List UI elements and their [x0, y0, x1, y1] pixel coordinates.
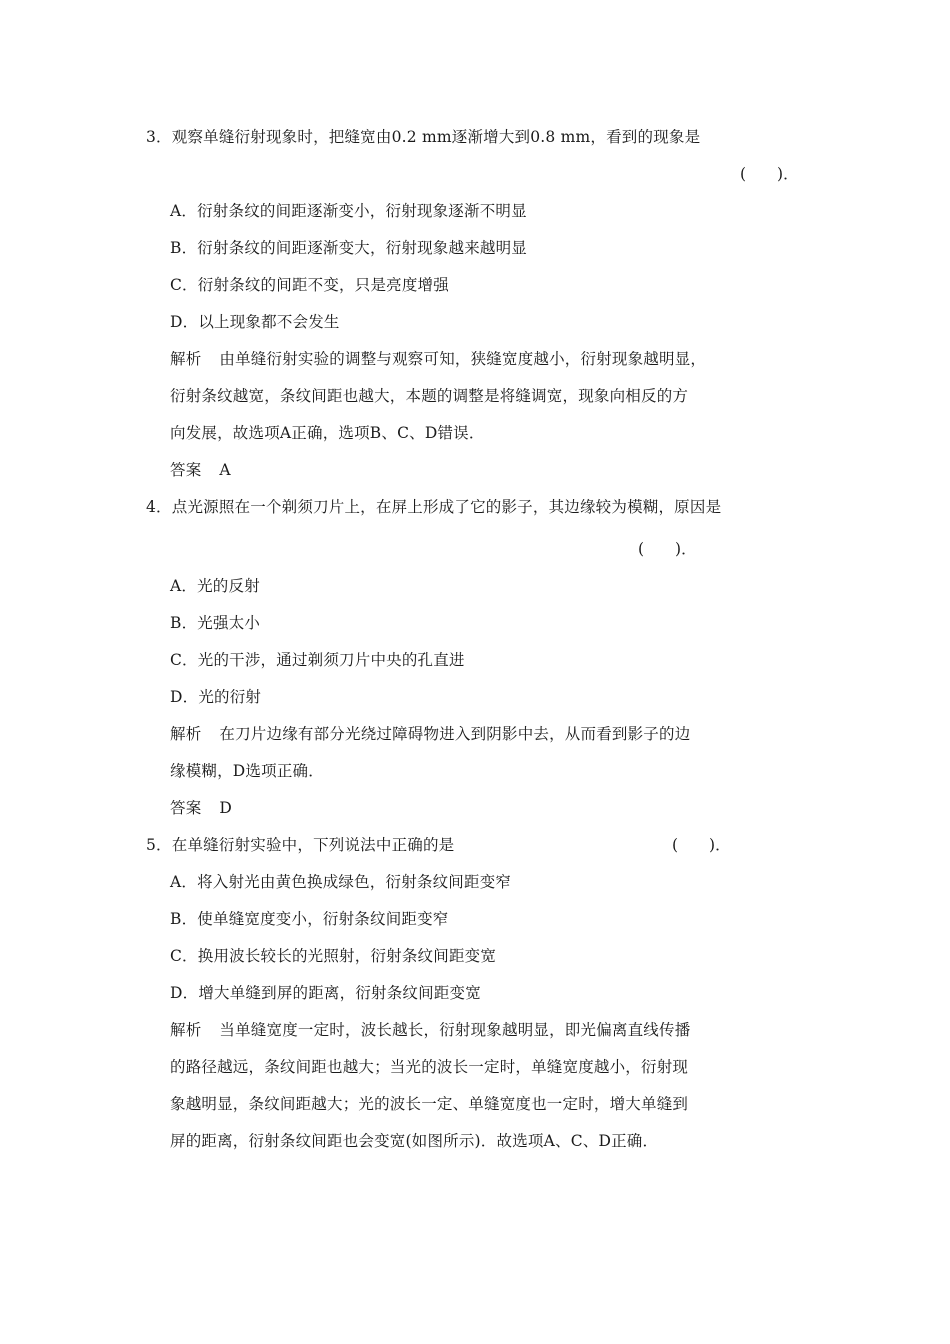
- question-4-analysis-line-2: 缘模糊，D选项正确．: [170, 762, 324, 780]
- question-4-option-a: A．光的反射: [170, 577, 260, 595]
- question-3-option-b: B．衍射条纹的间距逐渐变大，衍射现象越来越明显: [170, 239, 527, 257]
- question-4-number: 4．: [146, 498, 172, 516]
- question-3-option-d: D．以上现象都不会发生: [170, 313, 340, 331]
- question-3-analysis-line-3: 向发展，故选项A正确，选项B、C、D错误．: [170, 424, 485, 442]
- question-3-stem: 观察单缝衍射现象时，把缝宽由0.2 mm逐渐增大到0.8 mm，看到的现象是: [171, 128, 701, 146]
- question-4-stem-line: [146, 497, 721, 517]
- question-5-stem: 在单缝衍射实验中，下列说法中正确的是: [171, 836, 455, 854]
- question-3-analysis-label: 解析: [170, 350, 202, 368]
- question-5-analysis-line-1: [170, 1020, 690, 1040]
- question-3-answer-blank: ( )．: [740, 165, 799, 183]
- question-3-analysis-line-2: 衍射条纹越宽，条纹间距也越大，本题的调整是将缝调宽，现象向相反的方: [170, 387, 689, 405]
- question-5-analysis-text-1: 当单缝宽度一定时，波长越长，衍射现象越明显，即光偏离直线传播: [219, 1021, 691, 1039]
- question-5-number: 5．: [146, 836, 172, 854]
- question-4-answer-line: [170, 798, 232, 818]
- question-5-analysis-line-2: 的路径越远，条纹间距也越大；当光的波长一定时，单缝宽度越小，衍射现: [170, 1058, 689, 1076]
- question-3-stem-line: [146, 127, 700, 147]
- question-5-stem-line: [146, 835, 454, 855]
- question-4-analysis-text-1: 在刀片边缘有部分光绕过障碍物进入到阴影中去，从而看到影子的边: [219, 725, 691, 743]
- question-5-analysis-line-4: 屏的距离，衍射条纹间距也会变宽(如图所示)．故选项A、C、D正确．: [170, 1132, 659, 1150]
- question-3-analysis-line-1: [170, 349, 706, 369]
- question-5-answer-blank: ( )．: [672, 836, 731, 854]
- question-4-option-d: D．光的衍射: [170, 688, 262, 706]
- question-5-option-a: A．将入射光由黄色换成绿色，衍射条纹间距变窄: [170, 873, 512, 891]
- question-5-analysis-label: 解析: [170, 1021, 202, 1039]
- question-5-option-b: B．使单缝宽度变小，衍射条纹间距变窄: [170, 910, 449, 928]
- question-4-answer: D: [219, 799, 233, 817]
- question-3-answer-line: [170, 460, 231, 480]
- question-5-option-d: D．增大单缝到屏的距离，衍射条纹间距变宽: [170, 984, 481, 1002]
- question-3-option-a: A．衍射条纹的间距逐渐变小，衍射现象逐渐不明显: [170, 202, 527, 220]
- question-3-answer: A: [219, 461, 231, 479]
- question-5-analysis-line-3: 象越明显，条纹间距越大；光的波长一定、单缝宽度也一定时，增大单缝到: [170, 1095, 689, 1113]
- question-4-option-b: B．光强太小: [170, 614, 261, 632]
- question-4-stem: 点光源照在一个剃须刀片上，在屏上形成了它的影子，其边缘较为模糊，原因是: [171, 498, 722, 516]
- question-4-option-c: C．光的干涉，通过剃须刀片中央的孔直进: [170, 651, 465, 669]
- question-3-number: 3．: [146, 128, 172, 146]
- question-3-option-c: C．衍射条纹的间距不变，只是亮度增强: [170, 276, 449, 294]
- question-4-answer-blank: ( )．: [638, 540, 697, 558]
- question-3-answer-label: 答案: [170, 461, 202, 479]
- question-3-analysis-text-1: 由单缝衍射实验的调整与观察可知，狭缝宽度越小，衍射现象越明显，: [219, 350, 707, 368]
- question-4-analysis-label: 解析: [170, 725, 202, 743]
- question-5-option-c: C．换用波长较长的光照射，衍射条纹间距变宽: [170, 947, 497, 965]
- question-4-answer-label: 答案: [170, 799, 202, 817]
- question-4-analysis-line-1: [170, 724, 690, 744]
